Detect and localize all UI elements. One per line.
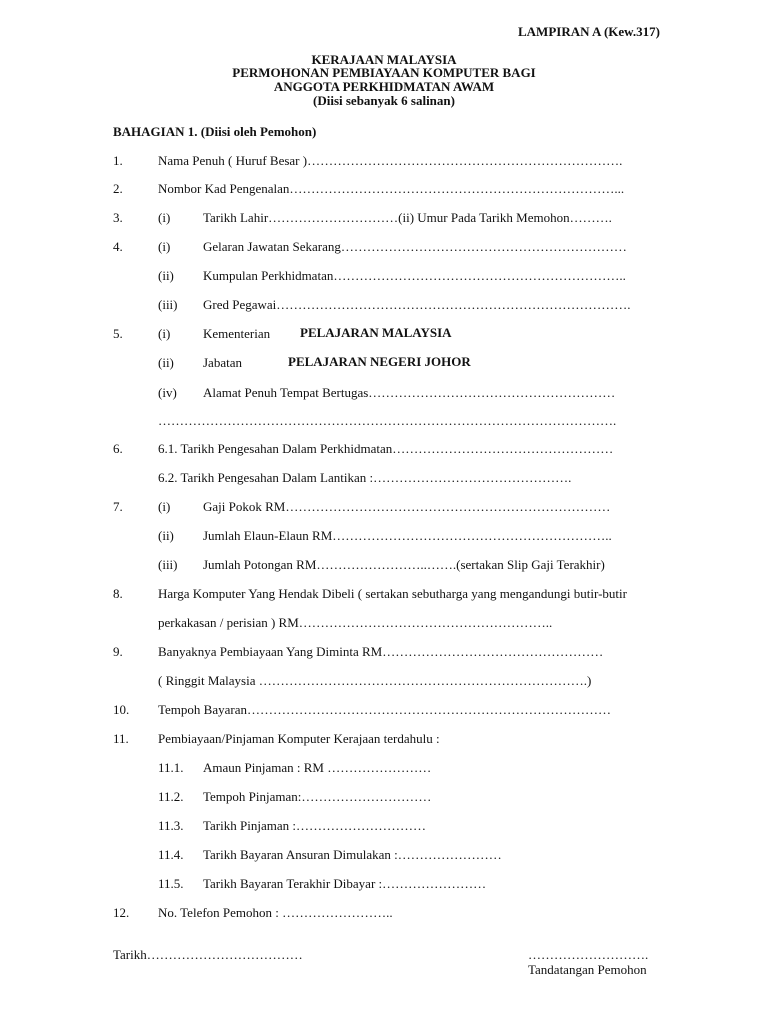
item-number: 5. bbox=[113, 326, 123, 341]
item-number: 12. bbox=[113, 905, 130, 920]
item-number: 10. bbox=[113, 702, 130, 717]
loan-amount-field: Amaun Pinjaman : RM …………………… bbox=[203, 760, 432, 775]
item-number: 3. bbox=[113, 210, 123, 225]
header-line-3: ANGGOTA PERKHIDMATAN AWAM bbox=[273, 79, 495, 94]
date-field: Tarikh……………………………… bbox=[113, 947, 303, 962]
department-label: Jabatan bbox=[203, 355, 242, 370]
signature-label: Tandatangan Pemohon bbox=[528, 962, 647, 977]
attachment-label: LAMPIRAN A (Kew.317) bbox=[518, 24, 660, 39]
ic-number-field: Nombor Kad Pengenalan…………………………………………………………………... bbox=[158, 181, 625, 196]
section-title: BAHAGIAN 1. (Diisi oleh Pemohon) bbox=[113, 124, 317, 139]
work-address-field: Alamat Penuh Tempat Bertugas………………………………………………… bbox=[203, 385, 616, 400]
appointment-confirmation-date-field: 6.2. Tarikh Pengesahan Dalam Lantikan :………………………………………. bbox=[158, 470, 572, 485]
item-number: 6. bbox=[113, 441, 123, 456]
sub-number: (i) bbox=[158, 210, 171, 225]
sub-number: (ii) bbox=[158, 268, 174, 283]
item-number: 1. bbox=[113, 153, 123, 168]
basic-salary-field: Gaji Pokok RM………………………………………………………………… bbox=[203, 499, 611, 514]
sub-number: 11.1. bbox=[158, 760, 184, 775]
item-number: 8. bbox=[113, 586, 123, 601]
sub-number: 11.2. bbox=[158, 789, 184, 804]
position-title-field: Gelaran Jawatan Sekarang………………………………………………………… bbox=[203, 239, 627, 254]
payment-period-field: Tempoh Bayaran………………………………………………………………………… bbox=[158, 702, 611, 717]
ministry-label: Kementerian bbox=[203, 326, 271, 341]
grade-field: Gred Pegawai………………………………………………………………………. bbox=[203, 297, 631, 312]
item-number: 9. bbox=[113, 644, 123, 659]
sub-number: (ii) bbox=[158, 355, 174, 370]
work-address-continuation: ……………………………………………………………………………………………. bbox=[158, 413, 617, 428]
birth-date-age-field: Tarikh Lahir…………………………(ii) Umur Pada Tarikh Memohon………. bbox=[203, 210, 612, 225]
item-number: 7. bbox=[113, 499, 123, 514]
sub-number: 11.5. bbox=[158, 876, 184, 891]
total-allowances-field: Jumlah Elaun-Elaun RM……………………………………………………….. bbox=[203, 528, 612, 543]
last-payment-date-field: Tarikh Bayaran Terakhir Dibayar :…………………… bbox=[203, 876, 487, 891]
total-deductions-field: Jumlah Potongan RM……………………..…….(sertakan Slip Gaji Terakhir) bbox=[203, 557, 605, 572]
header-line-4: (Diisi sebanyak 6 salinan) bbox=[313, 93, 455, 108]
loan-date-field: Tarikh Pinjaman :………………………… bbox=[203, 818, 426, 833]
sub-number: (iii) bbox=[158, 557, 178, 572]
sub-number: (iii) bbox=[158, 297, 178, 312]
previous-loan-heading: Pembiayaan/Pinjaman Komputer Kerajaan terdahulu : bbox=[158, 731, 440, 746]
item-number: 11. bbox=[113, 731, 129, 746]
item-number: 2. bbox=[113, 181, 123, 196]
installment-start-date-field: Tarikh Bayaran Ansuran Dimulakan :…………………… bbox=[203, 847, 502, 862]
sub-number: (i) bbox=[158, 239, 171, 254]
sub-number: (i) bbox=[158, 499, 171, 514]
loan-period-field: Tempoh Pinjaman:………………………… bbox=[203, 789, 432, 804]
signature-line: ………………………. bbox=[528, 947, 649, 962]
full-name-field: Nama Penuh ( Huruf Besar )………………………………………………………………. bbox=[158, 153, 623, 168]
sub-number: (iv) bbox=[158, 385, 177, 400]
sub-number: 11.4. bbox=[158, 847, 184, 862]
service-group-field: Kumpulan Perkhidmatan………………………………………………………….. bbox=[203, 268, 626, 283]
financing-amount-field: Banyaknya Pembiayaan Yang Diminta RM…………………………………………… bbox=[158, 644, 604, 659]
computer-price-field: Harga Komputer Yang Hendak Dibeli ( sertakan sebutharga yang mengandungi butir-butir bbox=[158, 586, 627, 601]
header-line-2: PERMOHONAN PEMBIAYAAN KOMPUTER BAGI bbox=[232, 65, 536, 80]
phone-number-field: No. Telefon Pemohon : …………………….. bbox=[158, 905, 393, 920]
sub-number: 11.3. bbox=[158, 818, 184, 833]
service-confirmation-date-field: 6.1. Tarikh Pengesahan Dalam Perkhidmatan…………………………………………… bbox=[158, 441, 614, 456]
amount-in-words-field: ( Ringgit Malaysia ………………………………………………………………….) bbox=[158, 673, 592, 688]
ministry-value: PELAJARAN MALAYSIA bbox=[300, 325, 452, 340]
department-value: PELAJARAN NEGERI JOHOR bbox=[288, 354, 471, 369]
computer-price-continuation: perkakasan / perisian ) RM………………………………………………….. bbox=[158, 615, 553, 630]
item-number: 4. bbox=[113, 239, 123, 254]
sub-number: (ii) bbox=[158, 528, 174, 543]
header-line-1: KERAJAAN MALAYSIA bbox=[311, 52, 457, 67]
sub-number: (i) bbox=[158, 326, 171, 341]
